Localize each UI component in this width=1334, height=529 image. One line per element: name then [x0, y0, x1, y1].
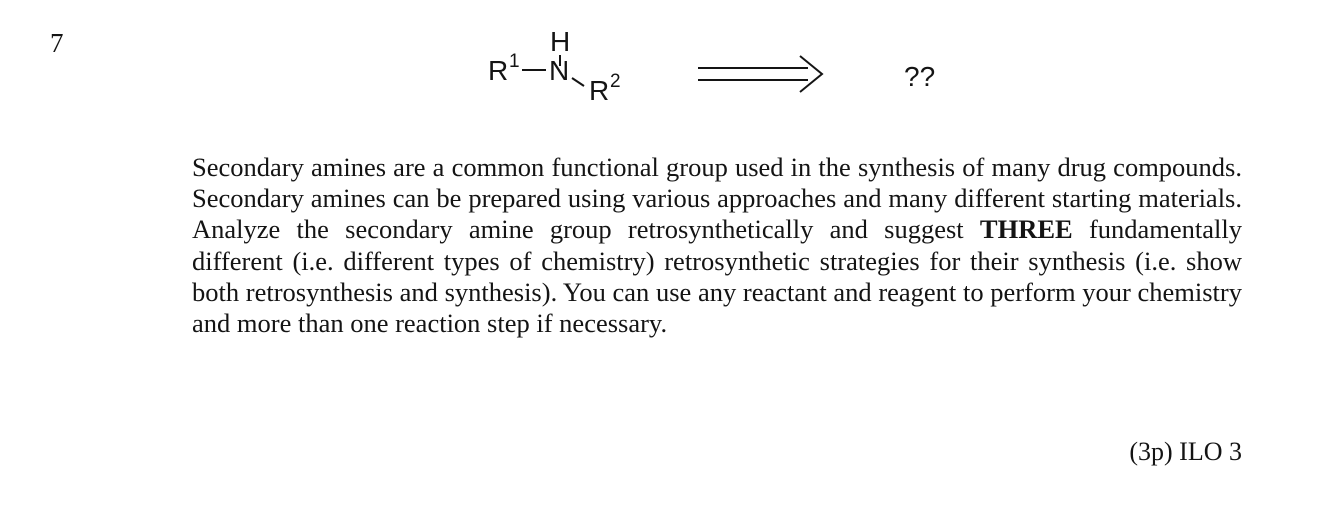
- product-label: ??: [904, 61, 936, 92]
- retrosynthesis-arrow: [698, 56, 822, 92]
- hydrogen-label: H: [550, 26, 571, 57]
- retrosynthesis-scheme: [480, 18, 960, 118]
- points-label: (3p) ILO 3: [1129, 437, 1242, 466]
- nitrogen-label: N: [549, 55, 570, 86]
- r2-label: R: [589, 75, 610, 106]
- r1-label: R: [488, 55, 509, 86]
- question-text-part-2: fundamentally different (i.e. different types of chemistry) retrosynthetic strategies for their synthesis (i.e. show both retrosynthesis and synthesis). You can use any reactant and reagent to perform your chemistry and more than one reaction step if necessary.: [192, 214, 1243, 339]
- question-number: 7: [50, 28, 64, 58]
- question-text-emphasis: THREE: [979, 214, 1073, 245]
- r1-superscript: 1: [509, 51, 520, 72]
- n-r2-bond: [572, 78, 584, 86]
- question-text-part-1: Secondary amines are a common functional group used in the synthesis of many drug compounds. Secondary amines can be prepared using various approaches and many different starting materials. Analyze the secondary amine group retrosynthetically and suggest: [192, 152, 1242, 245]
- question-text: [192, 152, 1242, 339]
- secondary-amine-structure: [480, 18, 960, 118]
- r2-superscript: 2: [610, 71, 621, 92]
